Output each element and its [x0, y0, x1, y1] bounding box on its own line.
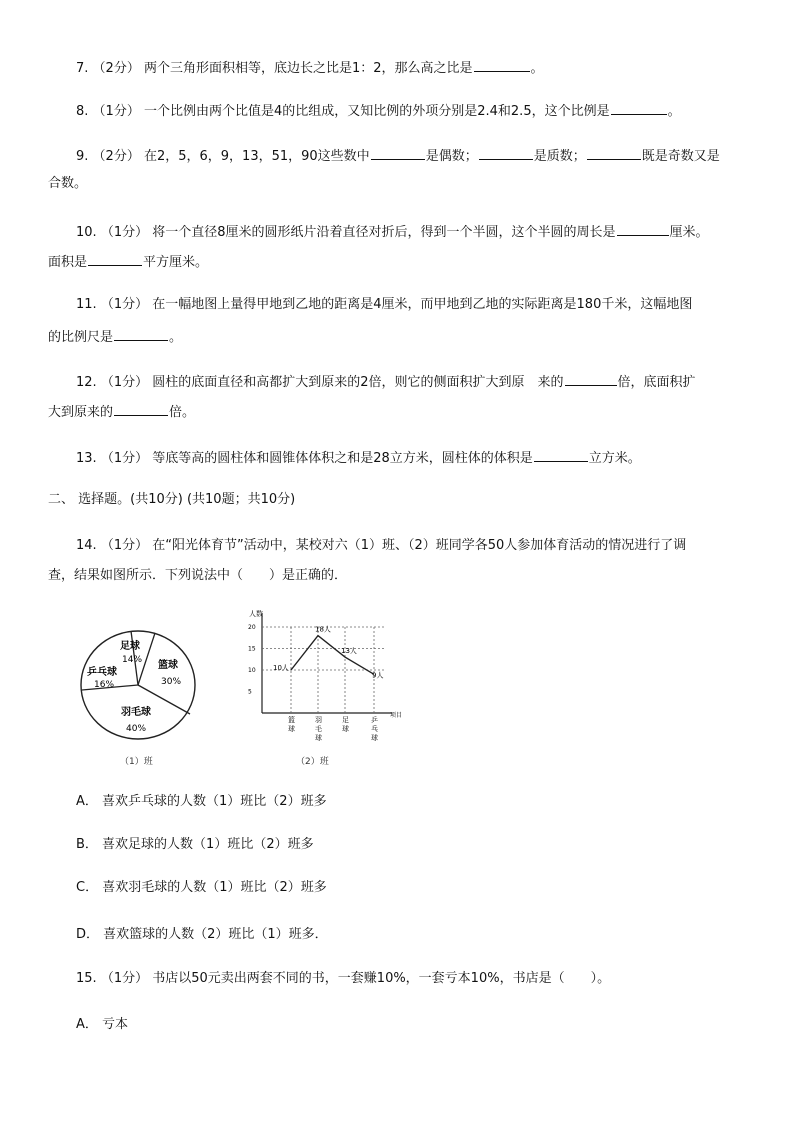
answer-blank[interactable] — [371, 146, 425, 160]
question-text: 等底等高的圆柱体和圆锥体体积之和是28立方米，圆柱体的体积是 — [152, 451, 533, 466]
pie-label-football: 足球 — [120, 641, 140, 652]
x-tick-label: 足 — [342, 716, 349, 724]
answer-blank[interactable] — [479, 146, 533, 160]
question-13 — [76, 448, 641, 467]
y-tick-label: 5 — [248, 688, 252, 696]
line-chart — [236, 607, 416, 749]
question-number: 14. — [76, 538, 97, 553]
answer-blank[interactable] — [88, 252, 142, 266]
question-text: 在一幅地图上量得甲地到乙地的距离是4厘米，而甲地到乙地的实际距离是180千米，这幅地图 — [152, 297, 693, 312]
question-number: 11. — [76, 297, 97, 312]
question-number: 12. — [76, 375, 97, 390]
question-score: （1分） — [100, 225, 149, 240]
question-12 — [76, 372, 696, 391]
question-text: 立方米。 — [588, 451, 641, 466]
x-tick-label: 篮 — [288, 716, 295, 724]
question-text: 书店以50元卖出两套不同的书，一套赚10%，一套亏本10%，书店是（ ）。 — [152, 971, 611, 986]
question-9-continued — [48, 176, 87, 192]
question-text: 大到原来的 — [48, 405, 114, 420]
x-tick-label: 乒 — [371, 716, 378, 724]
question-14-continued — [48, 568, 347, 584]
option-a[interactable]: A． 亏本 — [76, 1017, 129, 1032]
question-score: （2分） — [92, 149, 140, 164]
question-11 — [76, 297, 692, 313]
question-number: 13. — [76, 451, 97, 466]
question-7 — [76, 58, 544, 77]
question-text: 面积是 — [48, 255, 88, 270]
y-tick-label: 20 — [248, 624, 256, 631]
x-tick-label: 球 — [371, 734, 378, 742]
question-number: 7. — [76, 61, 89, 76]
pie-chart — [78, 628, 198, 746]
pie-label-badminton: 羽毛球 — [121, 707, 151, 718]
x-tick-label: 乓 — [371, 725, 378, 733]
answer-blank[interactable] — [114, 327, 168, 341]
question-9 — [76, 146, 720, 165]
y-tick-label: 10 — [248, 667, 256, 674]
question-8 — [76, 101, 681, 120]
data-label: 10人 — [273, 664, 289, 672]
data-label: 13人 — [341, 647, 357, 656]
question-text: 倍，底面积扩 — [617, 375, 696, 390]
pie-label-pingpong: 乒乓球 — [87, 667, 117, 678]
option-c[interactable]: C． 喜欢羽毛球的人数（1）班比（2）班多 — [76, 880, 327, 895]
data-label: 18人 — [315, 625, 331, 634]
pie-pct-badminton: 40% — [126, 724, 147, 734]
section-heading: 二、 选择题。(共10分) (共10题；共10分) — [48, 492, 296, 507]
question-text: 在“阳光体育节”活动中，某校对六（1）班、（2）班同学各50人参加体育活动的情况进行了调 — [152, 538, 687, 553]
question-text: 既是奇数又是 — [641, 149, 720, 164]
question-text: 一个比例由两个比值是4的比组成，又知比例的外项分别是2.4和2.5，这个比例是 — [143, 104, 610, 119]
answer-blank[interactable] — [534, 448, 588, 462]
y-axis-label: 人数 — [249, 610, 263, 618]
question-15 — [76, 971, 610, 987]
question-number: 15. — [76, 971, 97, 986]
pie-label-basketball: 篮球 — [158, 660, 178, 671]
question-text-end: 。 — [530, 61, 544, 76]
question-text: 。 — [169, 330, 183, 345]
question-score: （1分） — [100, 971, 149, 986]
answer-blank[interactable] — [611, 101, 667, 115]
answer-blank[interactable] — [617, 222, 669, 236]
question-10-continued — [48, 252, 208, 271]
pie-caption: （1）班 — [120, 757, 153, 767]
question-text: 合数。 — [48, 176, 88, 191]
question-text: 查，结果如图所示．下列说法中（ ）是正确的． — [48, 568, 348, 583]
data-label: 9人 — [372, 671, 384, 680]
pie-pct-football: 14% — [122, 655, 143, 665]
question-text: 倍。 — [169, 405, 196, 420]
answer-blank[interactable] — [565, 372, 617, 386]
question-text: 将一个直径8厘米的圆形纸片沿着直径对折后，得到一个半圆，这个半圆的周长是 — [152, 225, 616, 240]
series-line — [291, 636, 374, 675]
question-score: （1分） — [100, 538, 149, 553]
question-score: （2分） — [92, 61, 140, 76]
question-text: 圆柱的底面直径和高都扩大到原来的2倍，则它的侧面积扩大到原 来的 — [152, 375, 564, 390]
question-text: 是质数； — [533, 149, 586, 164]
x-axis-label: 项目 — [390, 712, 403, 719]
question-number: 9. — [76, 149, 89, 164]
question-11-continued — [48, 327, 182, 346]
answer-blank[interactable] — [474, 58, 530, 72]
question-score: （1分） — [100, 297, 149, 312]
question-score: （1分） — [92, 104, 140, 119]
x-tick-label: 球 — [315, 734, 322, 742]
question-text: 平方厘米。 — [143, 255, 209, 270]
x-tick-label: 球 — [342, 725, 349, 733]
x-tick-label: 球 — [288, 725, 295, 733]
question-text: 是偶数； — [425, 149, 478, 164]
pie-pct-pingpong: 16% — [94, 680, 115, 690]
question-10 — [76, 222, 709, 241]
question-number: 10. — [76, 225, 97, 240]
option-b[interactable]: B． 喜欢足球的人数（1）班比（2）班多 — [76, 837, 314, 852]
option-a[interactable]: A． 喜欢乒乓球的人数（1）班比（2）班多 — [76, 794, 327, 809]
pie-pct-basketball: 30% — [161, 677, 182, 687]
line-caption: （2）班 — [296, 757, 329, 767]
question-score: （1分） — [100, 451, 149, 466]
question-number: 8. — [76, 104, 89, 119]
question-text: 在2，5，6，9，13，51，90这些数中 — [143, 149, 370, 164]
answer-blank[interactable] — [114, 402, 168, 416]
answer-blank[interactable] — [587, 146, 641, 160]
question-text: 厘米。 — [669, 225, 709, 240]
question-text: 的比例尺是 — [48, 330, 114, 345]
question-text: 两个三角形面积相等，底边长之比是1：2，那么高之比是 — [143, 61, 473, 76]
y-tick-label: 15 — [248, 645, 256, 653]
question-score: （1分） — [100, 375, 149, 390]
x-tick-label: 羽 — [315, 716, 322, 724]
question-14 — [76, 538, 686, 554]
x-tick-label: 毛 — [315, 725, 322, 733]
question-text-end: 。 — [667, 104, 681, 119]
option-d[interactable]: D． 喜欢篮球的人数（2）班比（1）班多． — [76, 927, 328, 942]
question-12-continued — [48, 402, 195, 421]
